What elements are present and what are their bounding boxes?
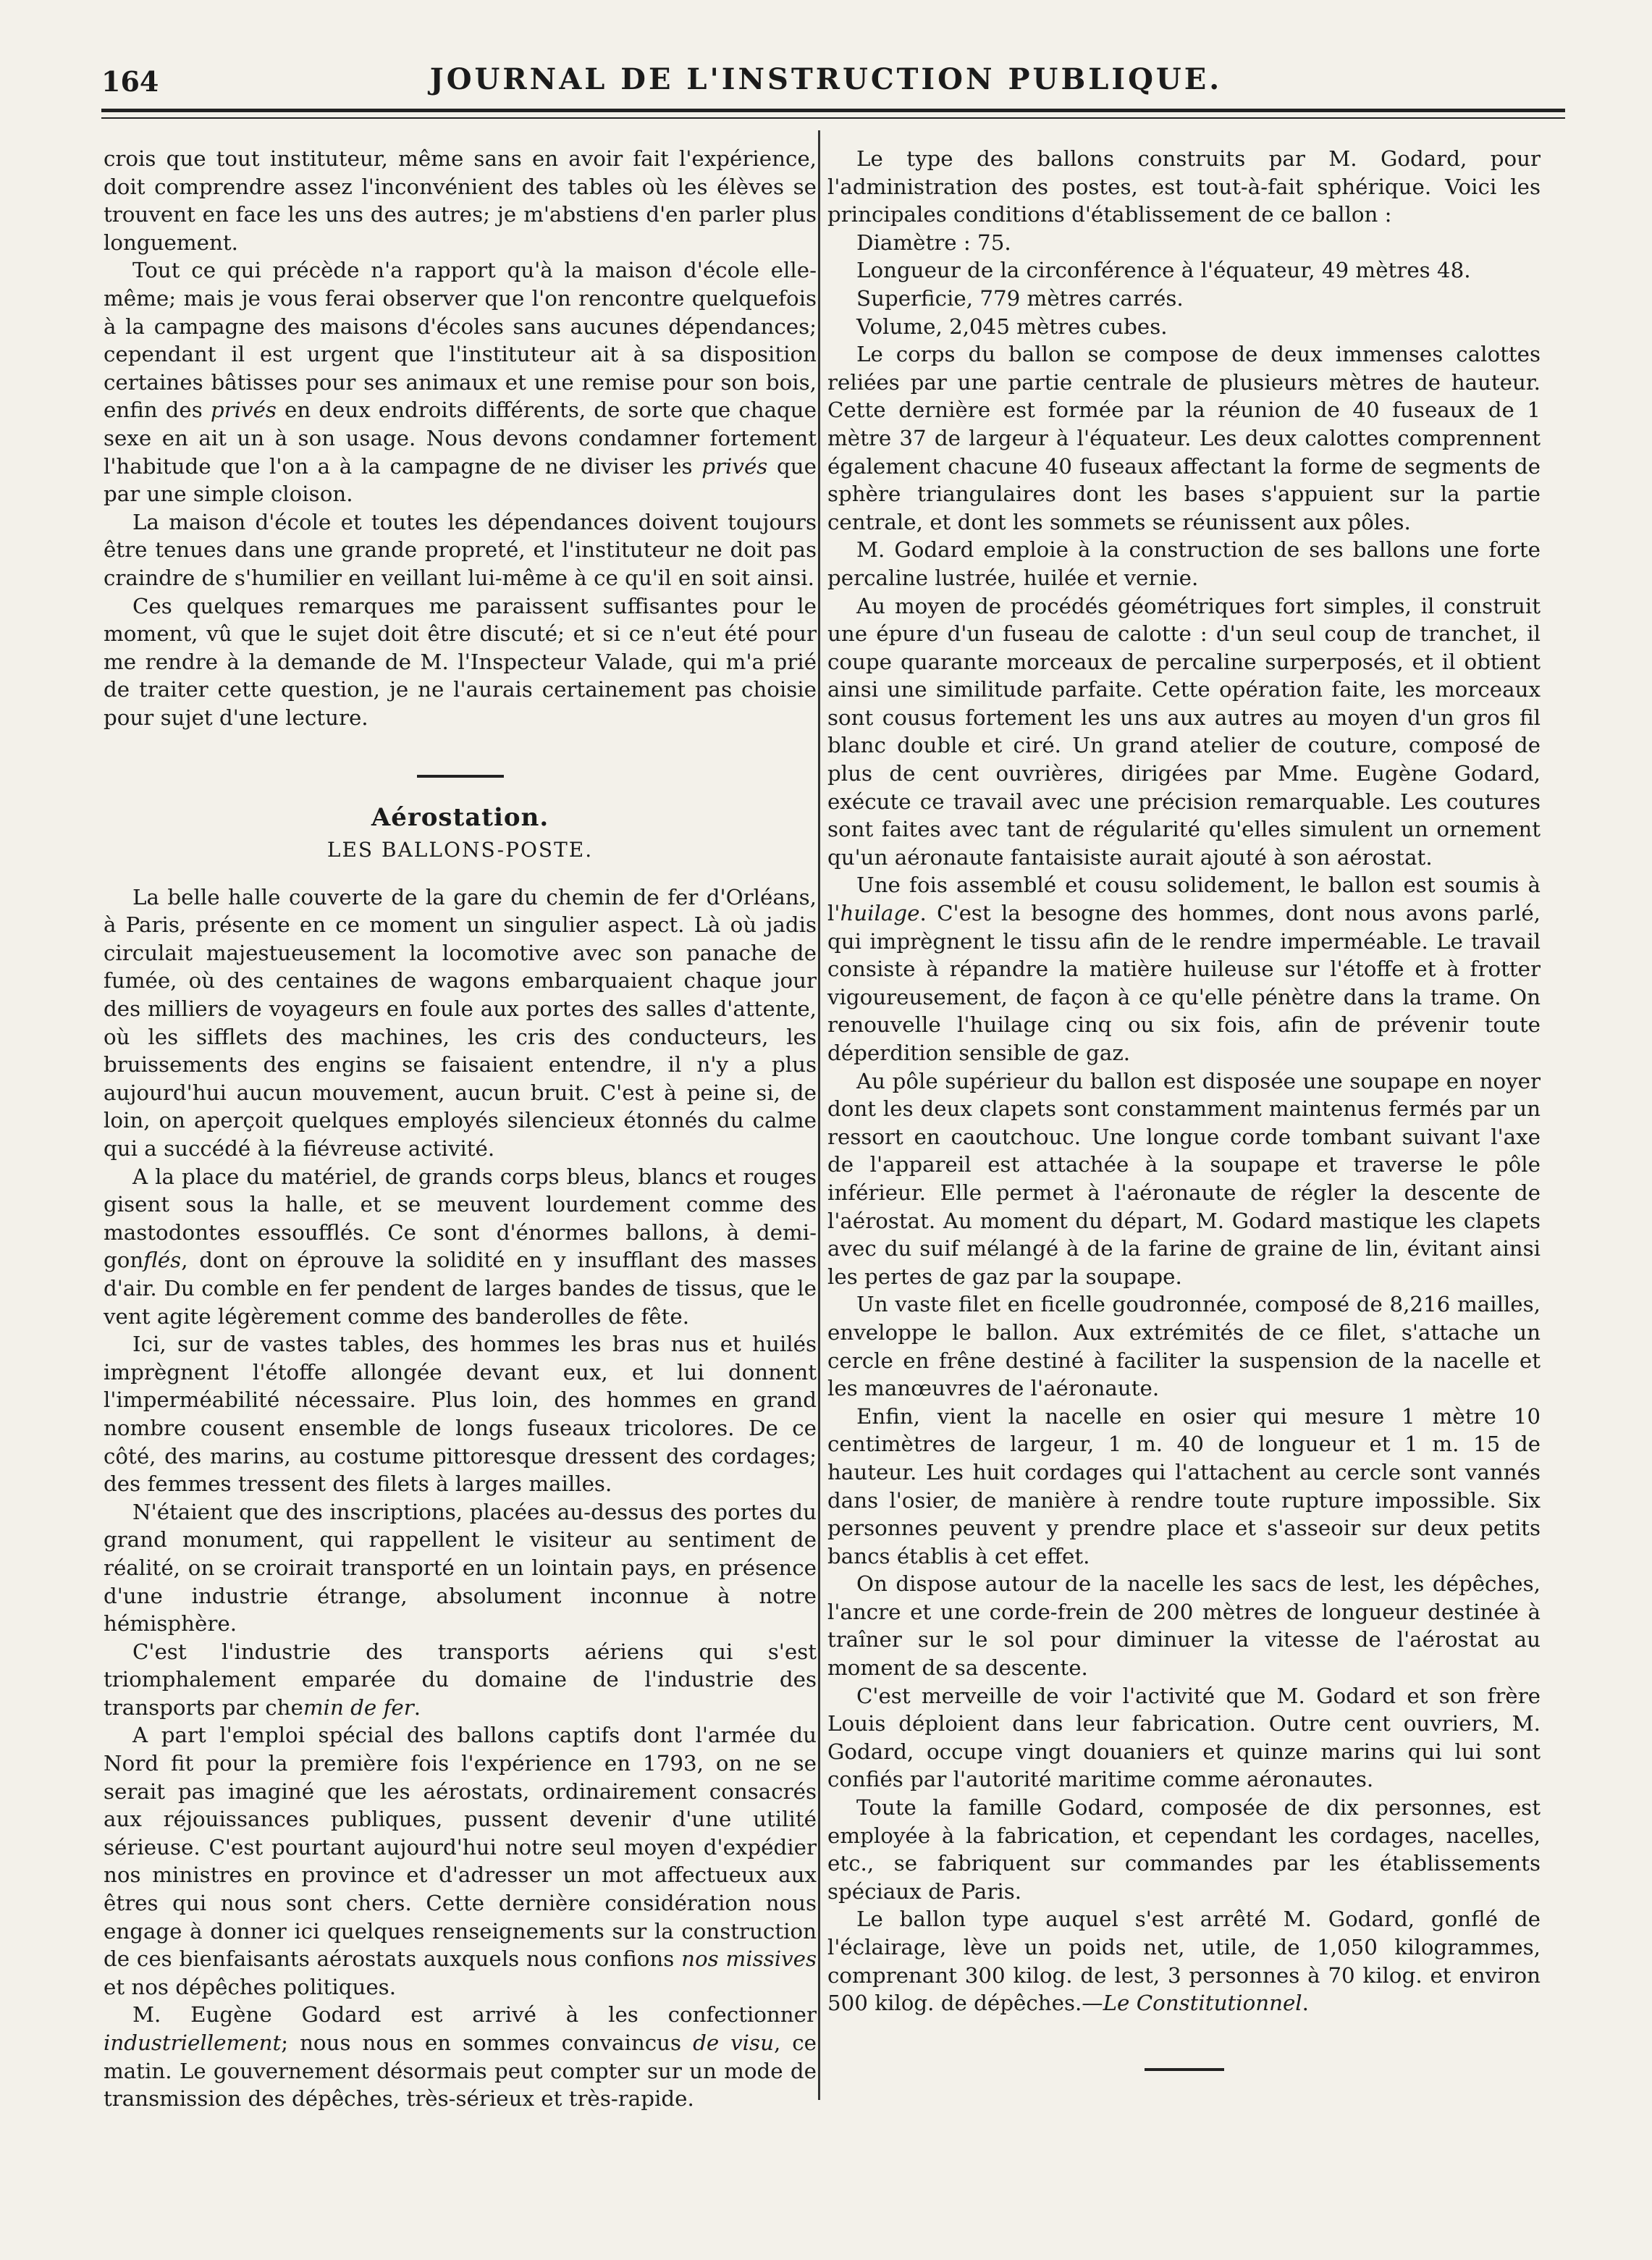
page-number: 164 [101,65,159,98]
column-separator [818,130,820,2100]
paragraph: A part l'emploi spécial des ballons captifs dont l'armée du Nord fit pour la première fois l'expérience en 1793, on ne se serait pas imaginé que les aérostats, ordinairement consacrés aux réjouissances publiques, pussent devenir d'une utilité sérieuse. C'est pourtant aujourd'hui notre seul moyen d'expédier nos ministres en province et d'adresser un mot affectueux aux êtres qui nous sont chers. Cette dernière considération nous engage à donner ici quelques renseignements sur la construction de ces bienfaisants aérostats auxquels nous confions nos missives et nos dépêches politiques. [104,1723,817,1999]
section-subtitle: LES BALLONS-POSTE. [326,838,594,862]
paragraph: Toute la famille Godard, composée de dix personnes, est employée à la fabrication, et cependant les cordages, nacelles, etc., se fabriquent sur commandes par les établissements spéciaux de Paris. [827,1795,1541,1904]
spec-line: Diamètre : 75. [856,230,1011,255]
paragraph: Ici, sur de vastes tables, des hommes les bras nus et huilés imprègnent l'étoffe allongée devant eux, et lui donnent l'imperméabilité nécessaire. Plus loin, des hommes en grand nombre cousent ensemble de longs fuseaux tricolores. De ce côté, des marins, au costume pittoresque dressent des cordages; des femmes tressent des filets à larges mailles. [104,1332,817,1497]
header-rule-thick [101,109,1565,112]
paragraph: C'est merveille de voir l'activité que M. Godard et son frère Louis déploient dans leur fabrication. Outre cent ouvriers, M. Godard, occupe vingt douaniers et quinze marins qui lui sont confiés par l'autorité maritime comme aéronautes. [827,1683,1541,1792]
paragraph: Au pôle supérieur du ballon est disposée une soupape en noyer dont les deux clapets sont constamment maintenus fermés par un ressort en caoutchouc. Une longue corde tombant suivant l'axe de l'appareil est attachée à la soupape et traverse le pôle inférieur. Elle permet à l'aéronaute de régler la descente de l'aérostat. Au moment du départ, M. Godard mastique les clapets avec du suif mélangé à de la farine de graine de lin, évitant ainsi les pertes de gaz par la soupape. [827,1068,1541,1289]
paragraph: Le type des ballons construits par M. Godard, pour l'administration des postes, est tout-à-fait sphérique. Voici les principales conditions d'établissement de ce ballon : [827,146,1541,227]
spec-line: Volume, 2,045 mètres cubes. [856,314,1168,339]
paragraph: M. Eugène Godard est arrivé à les confectionner industriellement; nous nous en sommes convaincus de visu, ce matin. Le gouvernement désormais peut compter sur un mode de transmission des dépêches, très-sérieux et très-rapide. [104,2002,817,2112]
section-title: Aérostation. [371,803,549,833]
right-column [827,145,1541,2071]
paragraph: La maison d'école et toutes les dépendances doivent toujours être tenues dans une grande propreté, et l'instituteur ne doit pas craindre de s'humilier en veillant lui-même à ce qu'il en soit ainsi. [104,509,817,590]
paragraph: On dispose autour de la nacelle les sacs de lest, les dépêches, l'ancre et une corde-frein de 200 mètres de longueur destinée à traîner sur le sol pour diminuer la vitesse de l'aérostat au moment de sa descente. [827,1571,1541,1681]
end-rule [1145,2068,1224,2071]
paragraph: Le ballon type auquel s'est arrêté M. Godard, gonflé de l'éclairage, lève un poids net, utile, de 1,050 kilogrammes, comprenant 300 kilog. de lest, 3 personnes à 70 kilog. et environ 500 kilog. de dépêches.—Le Constitutionnel. [827,1907,1541,2016]
paragraph: Enfin, vient la nacelle en osier qui mesure 1 mètre 10 centimètres de largeur, 1 m. 40 de longueur et 1 m. 15 de hauteur. Les huit cordages qui l'attachent au cercle sont vannés dans l'osier, de manière à rendre toute rupture impossible. Six personnes peuvent y prendre place et s'asseoir sur deux petits bancs établis à cet effet. [827,1403,1541,1568]
paragraph: Tout ce qui précède n'a rapport qu'à la maison d'école elle-même; mais je vous ferai observer que l'on rencontre quelquefois à la campagne des maisons d'écoles sans aucunes dépendances; cependant il est urgent que l'instituteur ait à sa disposition certaines bâtisses pour ses animaux et une remise pour son bois, enfin des privés en deux endroits différents, de sorte que chaque sexe en ait un à son usage. Nous devons condamner fortement l'habitude que l'on a à la campagne de ne diviser les privés que par une simple cloison. [104,258,817,507]
paragraph: La belle halle couverte de la gare du chemin de fer d'Orléans, à Paris, présente en ce moment un singulier aspect. Là où jadis circulait majestueusement la locomotive avec son panache de fumée, où des centaines de wagons embarquaient chaque jour des milliers de voyageurs en foule aux portes des salles d'attente, où les sifflets des machines, les cris des conducteurs, les bruissements des engins se faisaient entendre, il n'y a plus aujourd'hui aucun mouvement, aucun bruit. C'est à peine si, de loin, on aperçoit quelques employés silencieux étonnés du calme qui a succédé à la fiévreuse activité. [104,884,817,1161]
paragraph: Au moyen de procédés géométriques fort simples, il construit une épure d'un fuseau de calotte : d'un seul coup de tranchet, il coupe quarante morceaux de percaline surperposés, et il obtient ainsi une similitude parfaite. Cette opération faite, les morceaux sont cousus fortement les uns aux autres au moyen d'un gros fil blanc double et ciré. Un grand atelier de couture, composé de plus de cent ouvrières, dirigées par Mme. Eugène Godard, exécute ce travail avec une précision remarquable. Les coutures sont faites avec tant de régularité qu'elles simulent un ornement qu'un aéronaute fantaisiste aurait ajouté à son aérostat. [827,593,1541,870]
paragraph: Une fois assemblé et cousu solidement, le ballon est soumis à l'huilage. C'est la besogne des hommes, dont nous avons parlé, qui imprègnent le tissu afin de le rendre imperméable. Le travail consiste à répandre la matière huileuse sur l'étoffe et à frotter vigoureusement, de façon à ce qu'elle pénètre dans la trame. On renouvelle l'huilage cinq ou six fois, afin de prévenir toute déperdition sensible de gaz. [827,873,1541,1065]
section-rule [417,775,504,778]
running-title: JOURNAL DE L'INSTRUCTION PUBLIQUE. [429,62,1223,96]
paragraph: A la place du matériel, de grands corps bleus, blancs et rouges gisent sous la halle, et se meuvent lourdement comme des mastodontes essoufflés. Ce sont d'énormes ballons, à demi-gonflés, dont on éprouve la solidité en y insufflant des masses d'air. Du comble en fer pendent de larges bandes de tissus, que le vent agite légèrement comme des banderolles de fête. [104,1164,817,1329]
paragraph: M. Godard emploie à la construction de ses ballons une forte percaline lustrée, huilée et vernie. [827,537,1541,590]
paragraph: Un vaste filet en ficelle goudronnée, composé de 8,216 mailles, enveloppe le ballon. Aux extrémités de ce filet, s'attache un cercle en frêne destiné à faciliter la suspension de la nacelle et les manœuvres de l'aéronaute. [827,1292,1541,1401]
header-rule-thin [101,117,1565,119]
spec-line: Longueur de la circonférence à l'équateur, 49 mètres 48. [856,258,1471,283]
paragraph: Ces quelques remarques me paraissent suffisantes pour le moment, vû que le sujet doit être discuté; et si ce n'eut été pour me rendre à la demande de M. l'Inspecteur Valade, qui m'a prié de traiter cette question, je ne l'aurais certainement pas choisie pour sujet d'une lecture. [104,593,817,730]
paragraph: crois que tout instituteur, même sans en avoir fait l'expérience, doit comprendre assez l'inconvénient des tables où les élèves se trouvent en face les uns des autres; je m'abstiens d'en parler plus longuement. [104,146,817,255]
spec-line: Superficie, 779 mètres carrés. [856,285,1184,311]
paragraph: Le corps du ballon se compose de deux immenses calottes reliées par une partie centrale de plusieurs mètres de hauteur. Cette dernière est formée par la réunion de 40 fuseaux de 1 mètre 37 de largeur à l'équateur. Les deux calottes comprennent également chacune 40 fuseaux affectant la forme de segments de sphère triangulaires dont les bases s'appuient sur la partie centrale, et dont les sommets se réunissent aux pôles. [827,342,1541,534]
paragraph: C'est l'industrie des transports aériens qui s'est triomphalement emparée du domaine de l'industrie des transports par chemin de fer. [104,1639,817,1720]
left-column [104,145,817,2113]
paragraph: N'étaient que des inscriptions, placées au-dessus des portes du grand monument, qui rappellent le visiteur au sentiment de réalité, on se croirait transporté en un lointain pays, en présence d'une industrie étrange, absolument inconnue à notre hémisphère. [104,1499,817,1637]
